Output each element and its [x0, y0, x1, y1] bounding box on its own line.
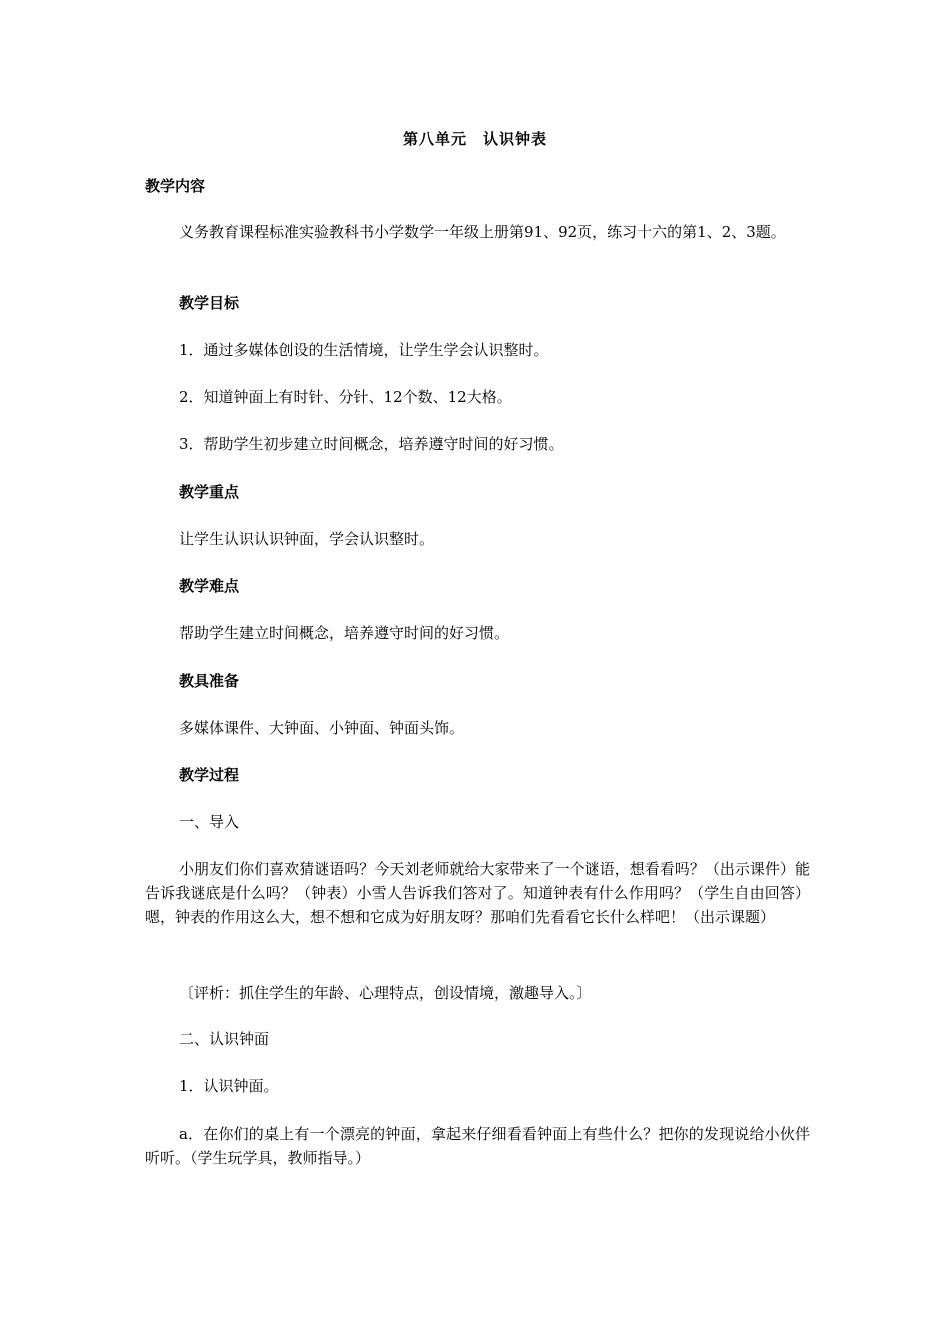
- difficulties-text: 帮助学生建立时间概念，培养遵守时间的好习惯。: [179, 624, 510, 642]
- intro-paragraph: 小朋友们你们喜欢猜谜语吗？今天刘老师就给大家带来了一个谜语，想看看吗？（出示课件）能告诉我谜底是什么吗？（钟表）小雪人告诉我们答对了。知道钟表有什么作用吗？（学生自由回答）嗯，钟表的作用这么大，想不想和它成为好朋友呀？那咱们先看看它长什么样吧！（出示课题）: [145, 860, 810, 926]
- section-heading-goals: 教学目标: [179, 294, 240, 312]
- section-heading-tools: 教具准备: [179, 672, 240, 690]
- content-paragraph: 义务教育课程标准实验教科书小学数学一年级上册第91、92页，练习十六的第1、2、3题。: [179, 223, 786, 241]
- step-heading-clock-face: 二、认识钟面: [179, 1030, 270, 1048]
- section-heading-key-points: 教学重点: [179, 483, 240, 501]
- goal-item-1: 1．通过多媒体创设的生活情境，让学生学会认识整时。: [179, 341, 549, 359]
- clock-face-subheading: 1．认识钟面。: [179, 1077, 279, 1095]
- intro-comment: 〔评析：抓住学生的年龄、心理特点，创设情境，激趣导入。〕: [179, 984, 592, 1002]
- tools-text: 多媒体课件、大钟面、小钟面、钟面头饰。: [179, 719, 465, 737]
- goal-item-3: 3．帮助学生初步建立时间概念，培养遵守时间的好习惯。: [179, 435, 564, 453]
- section-heading-process: 教学过程: [179, 766, 240, 784]
- clock-face-activity-paragraph: a．在你们的桌上有一个漂亮的钟面，拿起来仔细看看钟面上有些什么？把你的发现说给小伙伴听听。（学生玩学具，教师指导。）: [145, 1125, 810, 1167]
- document-title: 第八单元 认识钟表: [402, 130, 547, 148]
- section-heading-difficulties: 教学难点: [179, 577, 240, 595]
- key-points-text: 让学生认识认识钟面，学会认识整时。: [179, 530, 435, 548]
- section-heading-content: 教学内容: [145, 177, 206, 195]
- step-heading-intro: 一、导入: [179, 813, 240, 831]
- goal-item-2: 2．知道钟面上有时针、分针、12个数、12大格。: [179, 388, 512, 406]
